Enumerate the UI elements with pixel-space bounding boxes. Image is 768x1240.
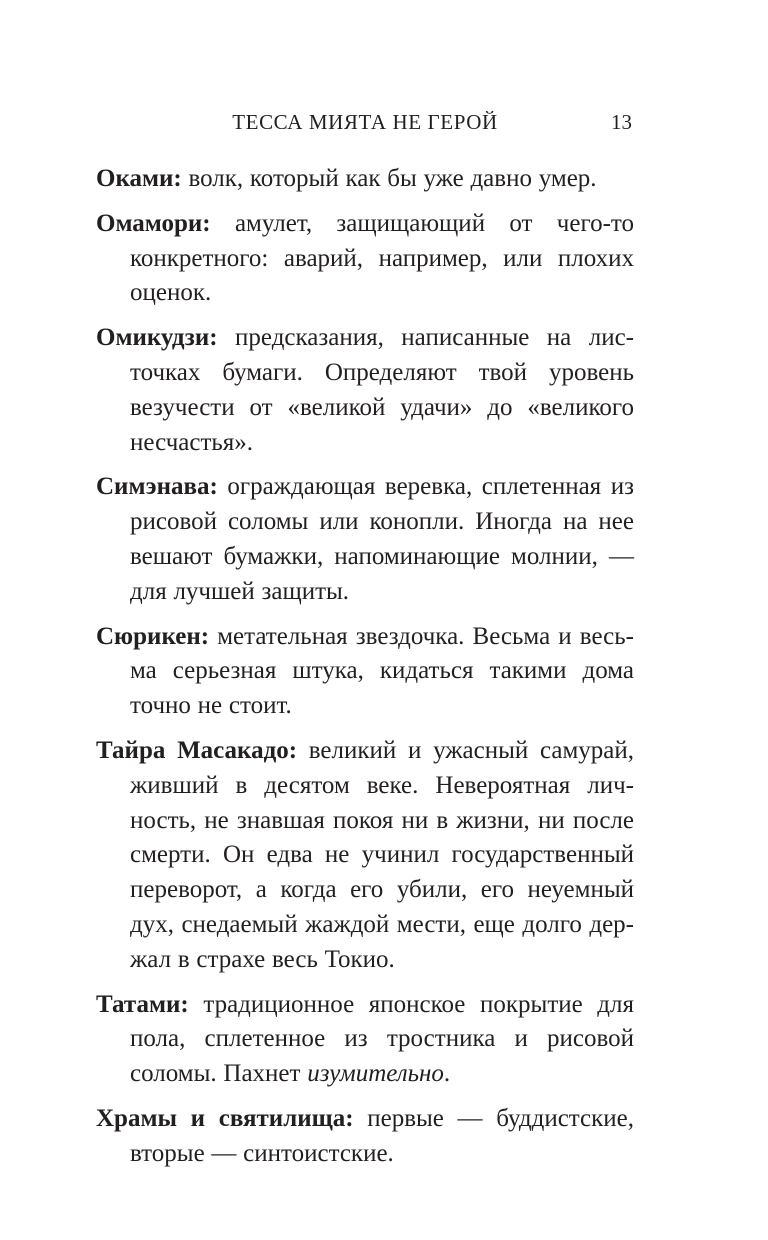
glossary-term: Омикудзи:: [96, 324, 218, 352]
glossary-list: [96, 162, 634, 1182]
glossary-term: Татами:: [96, 990, 189, 1018]
glossary-definition: волк, который как бы уже давно умер.: [181, 165, 597, 192]
glossary-term: Оками:: [96, 165, 182, 192]
glossary-definition: предсказания, написанные на листочках бумаги. Определяют твой уровень везучести от «великой удачи» до «великого несчастья».: [130, 324, 634, 456]
glossary-entry-tatami: [96, 988, 634, 1092]
page-number: 13: [611, 110, 632, 134]
glossary-definition: великий и ужасный самурай, живший в десятом веке. Невероятная личность, не знавшая покоя ни в жизни, ни после смерти. Он едва не учинил государственный переворот, а когда его убили, его неуемный дух, снедаемый жаждой мести, еще долго держал в страхе весь Токио.: [130, 736, 634, 973]
glossary-entry-taira-masakado: [96, 734, 634, 978]
glossary-definition: традиционное японское покрытие для пола, сплетенное из тростника и рисовой соломы. Пахнет: [130, 990, 634, 1088]
glossary-term: Тайра Масакадо:: [96, 736, 298, 764]
glossary-term: Сюрикен:: [96, 622, 210, 650]
glossary-emphasis: изумительно: [307, 1060, 444, 1088]
glossary-term: Омамори:: [96, 209, 211, 237]
glossary-entry-temples-and-shrines: [96, 1102, 634, 1172]
glossary-definition: первые — буддистские, вторые — синтоистские.: [130, 1104, 634, 1167]
glossary-term: Храмы и святилища:: [96, 1104, 354, 1132]
glossary-entry-omamori: [96, 207, 634, 311]
glossary-definition: ограждающая веревка, сплетенная из рисовой соломы или конопли. Иногда на нее вешают бумажки, напоминающие молнии, — для лучшей защиты.: [130, 473, 634, 605]
glossary-entry-omikuji: [96, 321, 634, 460]
glossary-entry-okami: [96, 162, 634, 197]
glossary-term: Симэнава:: [96, 473, 218, 501]
glossary-definition-end: .: [443, 1060, 451, 1088]
glossary-entry-shuriken: [96, 620, 634, 724]
glossary-entry-shimenawa: [96, 470, 634, 609]
glossary-definition: метательная звездочка. Весьма и весьма серьезная штука, кидаться такими дома точно не стоит.: [130, 622, 634, 720]
book-title: ТЕССА МИЯТА НЕ ГЕРОЙ: [232, 110, 498, 134]
glossary-definition: амулет, защищающий от чего-то конкретного: аварий, например, или плохих оценок.: [130, 209, 634, 307]
running-header: [96, 110, 634, 138]
